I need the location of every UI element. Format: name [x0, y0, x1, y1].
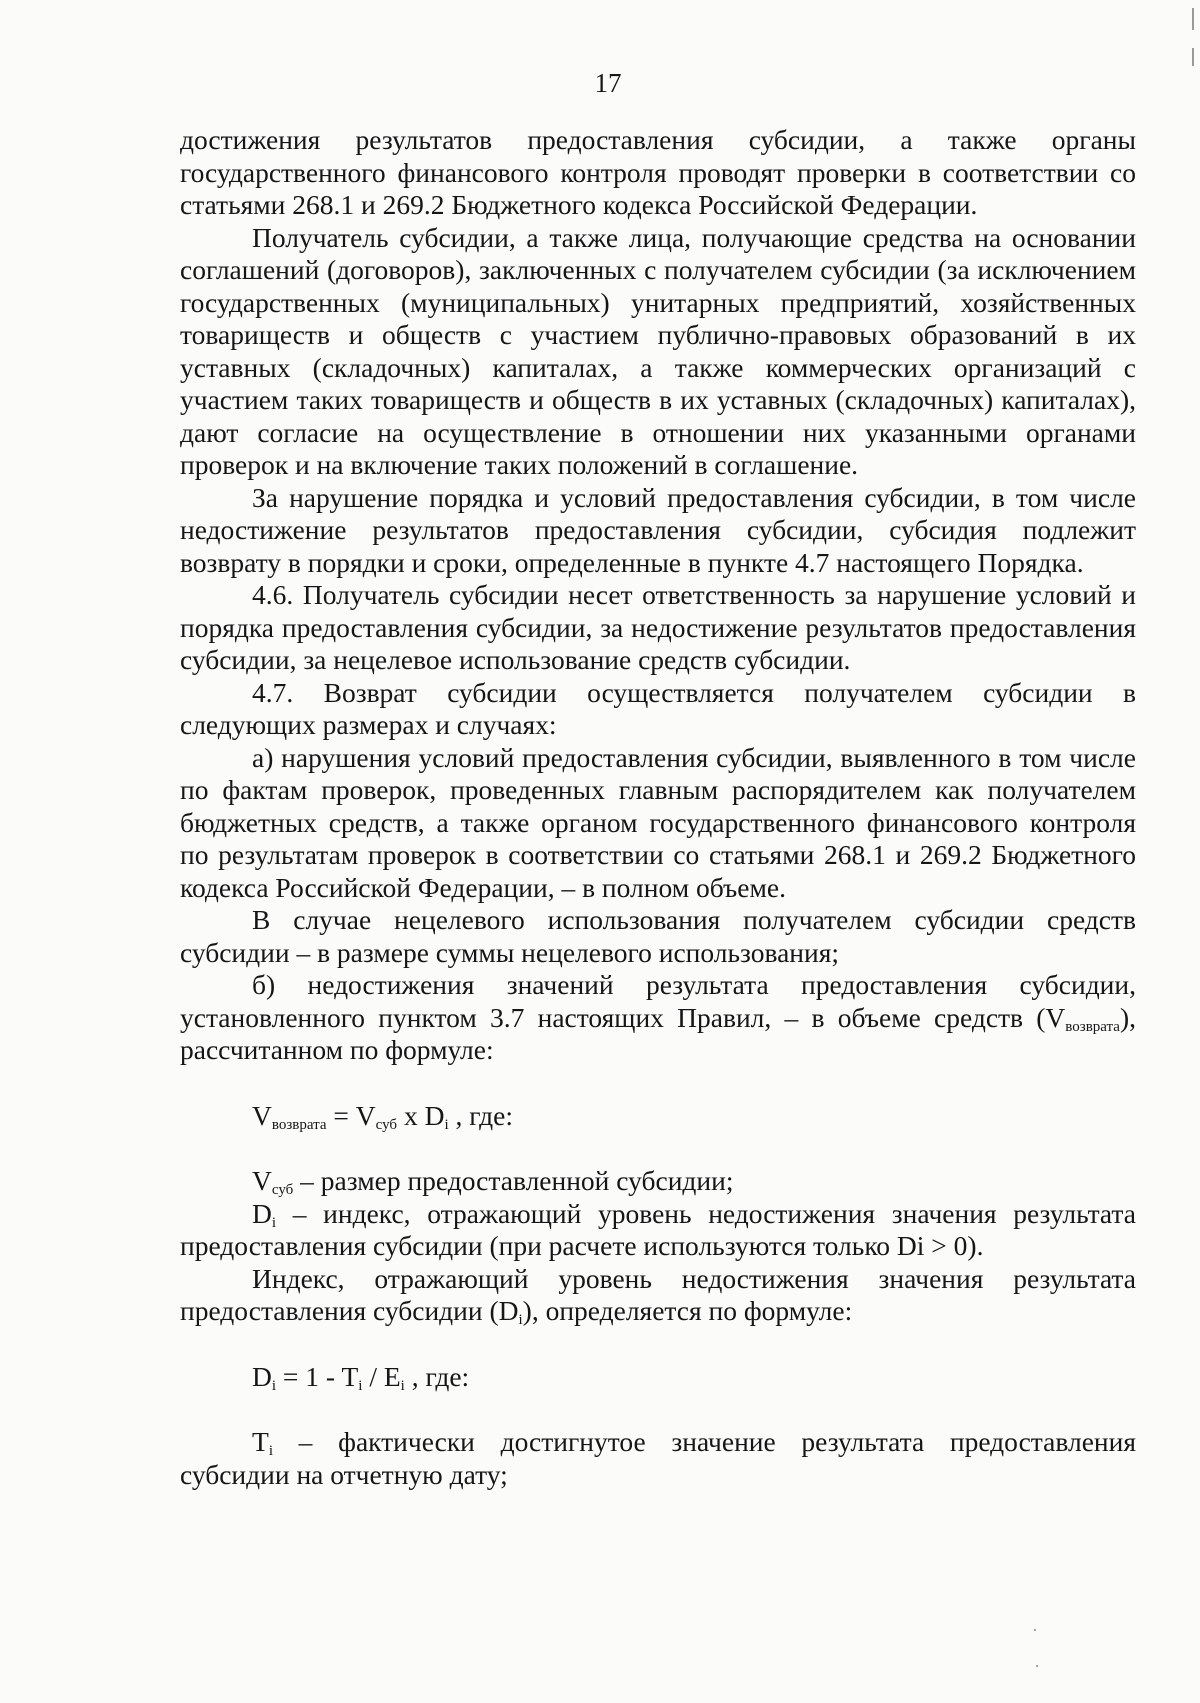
- paragraph-recipient-consent: Получатель субсидии, а также лица, получающие средства на основании соглашений (договоров), заключенных с получателем субсидии (за исключением государственных (муниципальных) унитарных предприятий, хозяйственных товариществ и обществ с участием публично-правовых образований в их уставных (складочных) капиталах, а также коммерческих организаций с участием таких товариществ и обществ в их уставных (складочных) капиталах), дают согласие на осуществление в отношении них указанными органами проверок и на включение таких положений в соглашение.: [180, 221, 1136, 480]
- formula-symbol: / E: [362, 1360, 401, 1392]
- page-number: 17: [594, 68, 622, 98]
- paragraph-4-6-responsibility: 4.6. Получатель субсидии несет ответственность за нарушение условий и порядка предоставления субсидии, за недостижение результатов предоставления субсидии, за нецелевое использование средств субсидии.: [180, 579, 1136, 675]
- formula-return-volume: [180, 1100, 1136, 1133]
- formula-subscript: i: [271, 1377, 277, 1394]
- formula-symbol: x D: [397, 1099, 445, 1131]
- definition-text: – фактически достигнутое значение результата предоставления субсидии на отчетную дату;: [180, 1426, 1136, 1490]
- paragraph-checks-continuation: достижения результатов предоставления субсидии, а также органы государственного финансового контроля проводят проверки в соответствии со статьями 268.1 и 269.2 Бюджетного кодекса Российской Федерации.: [180, 124, 1136, 220]
- scan-speck: [1034, 1629, 1036, 1631]
- formula-index: [180, 1361, 1136, 1394]
- formula-symbol: = V: [326, 1099, 376, 1131]
- formula-symbol: D: [252, 1360, 272, 1392]
- paragraph-index-formula-intro: [180, 1263, 1136, 1328]
- formula-tail: , где:: [448, 1099, 513, 1131]
- scan-edge-mark: [1192, 8, 1194, 30]
- formula-symbol: = 1 - T: [276, 1360, 359, 1392]
- index-text-before: Индекс, отражающий уровень недостижения значения результата предоставления субсидии (D: [180, 1262, 1136, 1326]
- para-b-text-after: ), рассчитанном по формуле:: [180, 1001, 1136, 1065]
- para-b-text-before: б) недостижения значений результата предоставления субсидии, установленного пунктом 3.7 настоящих Правил, – в объеме средств (V: [180, 969, 1136, 1033]
- index-text-after: ), определяется по формуле:: [522, 1295, 853, 1326]
- formula-subscript: i: [400, 1377, 405, 1394]
- formula-tail: , где:: [404, 1360, 470, 1392]
- para-b-subscript: возврата: [1065, 1018, 1120, 1035]
- definition-subscript: суб: [271, 1182, 294, 1198]
- spacer: [180, 1393, 1136, 1426]
- formula-subscript: i: [358, 1377, 363, 1394]
- definition-symbol: T: [252, 1426, 269, 1457]
- paragraph-4-7-return: 4.7. Возврат субсидии осуществляется получателем субсидии в следующих размерах и случаях:: [180, 676, 1136, 740]
- definition-text: – размер предоставленной субсидии;: [293, 1165, 734, 1196]
- paragraph-misuse: В случае нецелевого использования получателем субсидии средств субсидии – в размере суммы нецелевого использования;: [180, 904, 1136, 968]
- definition-symbol: V: [252, 1165, 272, 1196]
- definition-text: – индекс, отражающий уровень недостижения значения результата предоставления субсидии (при расчете используются только Di > 0).: [180, 1197, 1136, 1261]
- paragraph-violation-return: За нарушение порядка и условий предоставления субсидии, в том числе недостижение результатов предоставления субсидии, субсидия подлежит возврату в порядки и сроки, определенные в пункте 4.7 настоящего Порядка.: [180, 481, 1136, 578]
- formula-subscript: возврата: [271, 1116, 327, 1133]
- scan-edge-mark: [1192, 48, 1194, 66]
- formula-subscript: i: [444, 1116, 449, 1133]
- spacer: [180, 1067, 1136, 1100]
- paragraph-a-violation: а) нарушения условий предоставления субсидии, выявленного в том числе по фактам проверок, проведенных главным распорядителем как получателем бюджетных средств, а также органом государственного финансового контроля по результатам проверок в соответствии со статьями 268.1 и 269.2 Бюджетного кодекса Российской Федерации, – в полном объеме.: [180, 741, 1136, 903]
- scan-speck: [1036, 1665, 1038, 1667]
- formula-subscript: суб: [375, 1116, 398, 1133]
- document-body: [180, 124, 1136, 1491]
- definition-symbol: D: [252, 1197, 272, 1229]
- formula-symbol: V: [252, 1099, 272, 1131]
- definition-subscript: i: [271, 1214, 277, 1231]
- index-subscript: i: [518, 1312, 523, 1328]
- spacer: [180, 1328, 1136, 1361]
- definition-vsub: [180, 1165, 1136, 1198]
- definition-di: [180, 1198, 1136, 1263]
- spacer: [180, 1132, 1136, 1165]
- paragraph-b-non-achievement: [180, 969, 1136, 1067]
- definition-ti: [180, 1426, 1136, 1491]
- definition-subscript: i: [268, 1443, 273, 1459]
